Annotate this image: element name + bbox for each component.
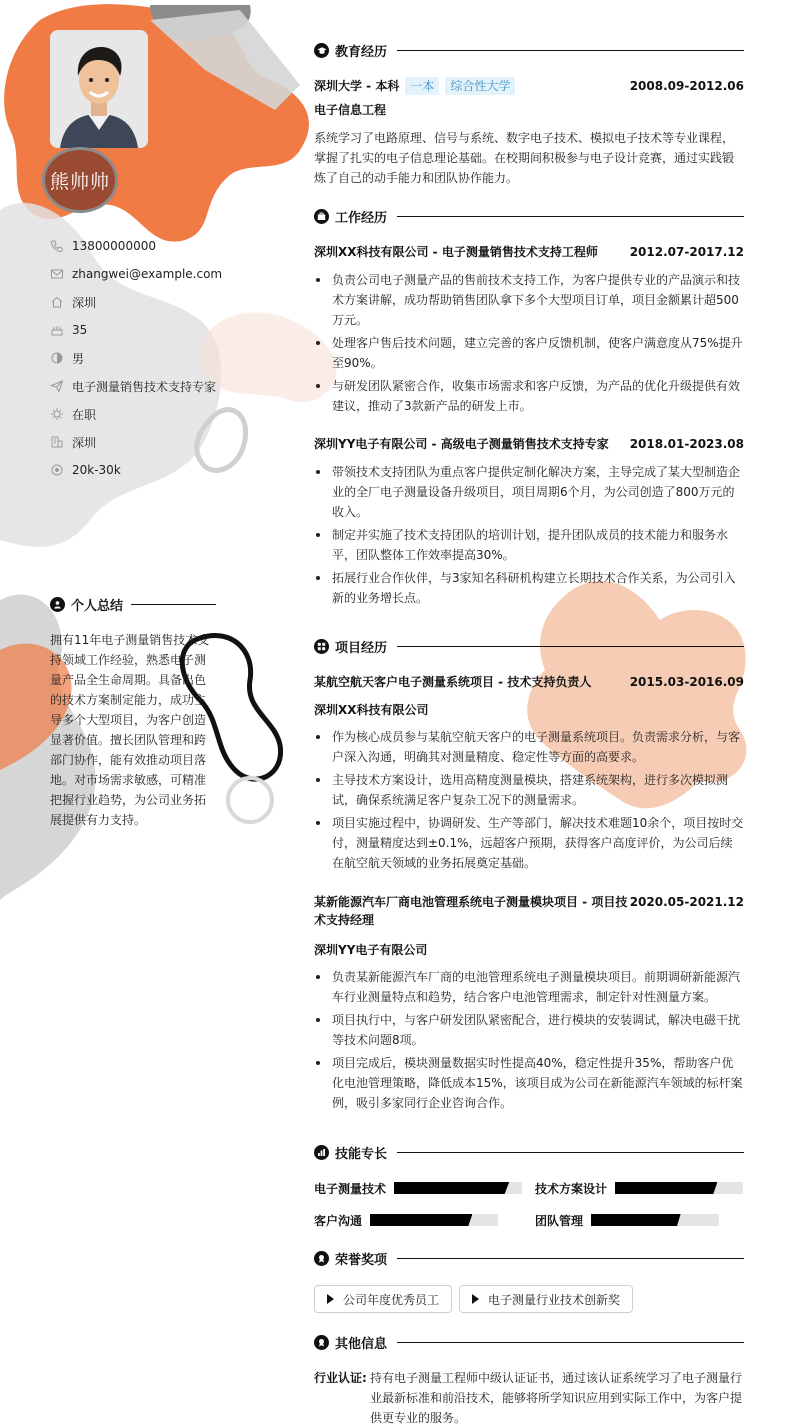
contact-value: 13800000000	[72, 239, 156, 253]
skill-name: 团队管理	[535, 1213, 584, 1228]
skill-level-fill	[394, 1182, 509, 1194]
contact-email	[50, 260, 260, 288]
contact-position	[50, 372, 260, 400]
contact-value: 在职	[72, 407, 97, 422]
education-date: 2008.09-2012.06	[629, 79, 744, 93]
contact-city	[50, 428, 260, 456]
other-title: 其他信息	[335, 1336, 388, 1352]
skill-name: 技术方案设计	[535, 1181, 608, 1196]
info-award-icon	[314, 1335, 329, 1350]
briefcase-icon	[314, 209, 329, 224]
skill-bar	[591, 1214, 719, 1226]
skill-level-fill	[591, 1214, 681, 1226]
other-label: 行业认证:	[314, 1371, 367, 1385]
play-triangle-icon	[472, 1294, 479, 1304]
skills-section-header	[314, 1142, 744, 1162]
contact-status	[50, 400, 260, 428]
awards-section-header	[314, 1248, 744, 1268]
name-badge: 熊帅帅	[45, 150, 115, 210]
home-icon	[50, 295, 64, 309]
work-title: 工作经历	[335, 210, 388, 226]
contact-gender	[50, 344, 260, 372]
contact-value: 电子测量销售技术支持专家	[72, 379, 217, 394]
grid-icon	[314, 639, 329, 654]
list-item: 负责某新能源汽车厂商的电池管理系统电子测量模块项目。前期调研新能源汽车行业测量特点和趋势，结合客户电池管理需求，制定针对性测量方案。	[314, 967, 744, 1007]
education-title: 教育经历	[335, 44, 388, 60]
summary-title: 个人总结	[71, 598, 124, 614]
project-item-header	[314, 673, 744, 691]
work-item-title: 深圳XX科技有限公司 - 电子测量销售技术支持工程师	[314, 245, 598, 259]
contact-value: 深圳	[72, 295, 97, 310]
skill-item	[535, 1179, 743, 1197]
projects-section-header	[314, 636, 744, 656]
project-item-bullets	[314, 727, 744, 876]
mail-icon	[50, 267, 64, 281]
divider	[397, 1342, 744, 1343]
education-tag: 一本	[405, 77, 439, 95]
contact-value: 男	[72, 351, 85, 366]
skill-bar	[370, 1214, 498, 1226]
project-company: 深圳YY电子有限公司	[314, 943, 428, 957]
list-item: 主导技术方案设计，选用高精度测量模块，搭建系统架构，进行多次模拟测试，确保系统满足客户复杂工况下的测量需求。	[314, 770, 744, 810]
projects-title: 项目经历	[335, 640, 388, 656]
summary-section-header	[50, 594, 216, 614]
skill-name: 客户沟通	[314, 1213, 363, 1228]
work-item-title: 深圳YY电子有限公司 - 高级电子测量销售技术支持专家	[314, 437, 609, 451]
other-info-row	[314, 1368, 744, 1428]
sidebar	[0, 0, 270, 1428]
education-tag: 综合性大学	[445, 77, 515, 95]
contact-salary	[50, 456, 260, 484]
school-name: 深圳大学 - 本科	[314, 79, 400, 93]
avatar	[50, 30, 148, 148]
project-item-title: 某航空航天客户电子测量系统项目 - 技术支持负责人	[314, 675, 592, 689]
list-item: 项目实施过程中，协调研发、生产等部门，解决技术难题10余个，项目按时交付，测量精度达到±0.1%，远超客户预期，获得客户高度评价，为公司后续在航空航天领域的业务拓展奠定基础。	[314, 813, 744, 873]
list-item: 拓展行业合作伙伴，与3家知名科研机构建立长期技术合作关系，为公司引入新的业务增长点。	[314, 568, 744, 608]
list-item: 项目执行中，与客户研发团队紧密配合，进行模块的安装调试，解决电磁干扰等技术问题8项。	[314, 1010, 744, 1050]
contact-location	[50, 288, 260, 316]
summary-text: 拥有11年电子测量销售技术支持领域工作经验，熟悉电子测量产品全生命周期。具备出色的技术方案制定能力，成功主导多个大型项目，为客户创造显著价值。擅长团队管理和跨部门协作，能有效推动项目落地。对市场需求敏感，可精准把握行业趋势，为公司业务拓展提供有力支持。	[50, 633, 210, 827]
other-text: 持有电子测量工程师中级认证证书，通过该认证系统学习了电子测量行业最新标准和前沿技术，能够将所学知识应用到实际工作中，为客户提供更专业的服务。	[370, 1371, 743, 1425]
list-item: 与研发团队紧密合作，收集市场需求和客户反馈，为产品的优化升级提供有效建议，推动了3款新产品的研发上市。	[314, 376, 744, 416]
phone-icon	[50, 239, 64, 253]
money-icon	[50, 463, 64, 477]
skill-bar	[394, 1182, 522, 1194]
contact-age	[50, 316, 260, 344]
skills-title: 技能专长	[335, 1146, 388, 1162]
contact-value: 35	[72, 323, 88, 337]
award-badge	[314, 1285, 452, 1313]
divider	[397, 1152, 744, 1153]
contact-value: 深圳	[72, 435, 97, 450]
bar-chart-icon	[314, 1145, 329, 1160]
work-item-bullets	[314, 462, 744, 611]
education-section-header	[314, 40, 744, 60]
award-icon	[314, 1251, 329, 1266]
skill-item	[314, 1211, 498, 1229]
award-label: 公司年度优秀员工	[343, 1292, 440, 1307]
graduation-cap-icon	[314, 43, 329, 58]
divider	[397, 216, 744, 217]
skill-level-fill	[615, 1182, 717, 1194]
skill-bar	[615, 1182, 743, 1194]
play-triangle-icon	[327, 1294, 334, 1304]
work-section-header	[314, 206, 744, 226]
send-icon	[50, 379, 64, 393]
list-item: 处理客户售后技术问题，建立完善的客户反馈机制，使客户满意度从75%提升至90%。	[314, 333, 744, 373]
education-major: 电子信息工程	[314, 103, 387, 117]
divider	[397, 50, 744, 51]
skill-level-fill	[370, 1214, 472, 1226]
contact-list	[50, 232, 260, 484]
divider	[131, 604, 216, 605]
gender-icon	[50, 351, 64, 365]
project-item-bullets	[314, 967, 744, 1116]
contact-value: zhangwei@example.com	[72, 267, 223, 281]
project-company: 深圳XX科技有限公司	[314, 703, 429, 717]
work-item-date: 2012.07-2017.12	[629, 245, 744, 259]
other-section-header	[314, 1332, 744, 1352]
cake-icon	[50, 323, 64, 337]
list-item: 负责公司电子测量产品的售前技术支持工作，为客户提供专业的产品演示和技术方案讲解，成功帮助销售团队拿下多个大型项目订单，项目金额累计超500万元。	[314, 270, 744, 330]
project-item-date: 2020.05-2021.12	[629, 895, 744, 909]
work-item-bullets	[314, 270, 744, 419]
education-description: 系统学习了电路原理、信号与系统、数字电子技术、模拟电子技术等专业课程，掌握了扎实的电子信息理论基础。在校期间积极参与电子设计竞赛，通过实践锻炼了自己的动手能力和团队协作能力。	[314, 131, 735, 185]
work-item-header	[314, 243, 744, 261]
work-item-date: 2018.01-2023.08	[629, 437, 744, 451]
skill-item	[314, 1179, 522, 1197]
contact-value: 20k-30k	[72, 463, 121, 477]
project-item-header	[314, 893, 744, 929]
list-item: 项目完成后，模块测量数据实时性提高40%，稳定性提升35%，帮助客户优化电池管理策略，降低成本15%，该项目成为公司在新能源汽车领域的标杆案例，吸引多家同行企业咨询合作。	[314, 1053, 744, 1113]
education-row	[314, 77, 744, 95]
project-item-date: 2015.03-2016.09	[629, 675, 744, 689]
divider	[397, 646, 744, 647]
work-item-header	[314, 435, 744, 453]
skill-item	[535, 1211, 719, 1229]
award-badge	[459, 1285, 633, 1313]
skill-name: 电子测量技术	[314, 1181, 387, 1196]
list-item: 带领技术支持团队为重点客户提供定制化解决方案，主导完成了某大型制造企业的全厂电子测量设备升级项目，项目周期6个月，为公司创造了800万元的收入。	[314, 462, 744, 522]
user-icon	[50, 597, 65, 612]
avatar-portrait-icon	[50, 30, 148, 148]
building-icon	[50, 435, 64, 449]
project-item-title: 某新能源汽车厂商电池管理系统电子测量模块项目 - 项目技术支持经理	[314, 895, 628, 927]
awards-title: 荣誉奖项	[335, 1252, 388, 1268]
status-icon	[50, 407, 64, 421]
contact-phone	[50, 232, 260, 260]
divider	[397, 1258, 744, 1259]
list-item: 作为核心成员参与某航空航天客户的电子测量系统项目。负责需求分析，与客户深入沟通，明确其对测量精度、稳定性等方面的高要求。	[314, 727, 744, 767]
school-line	[314, 77, 515, 95]
list-item: 制定并实施了技术支持团队的培训计划，提升团队成员的技术能力和服务水平，团队整体工作效率提高30%。	[314, 525, 744, 565]
award-label: 电子测量行业技术创新奖	[488, 1292, 621, 1307]
